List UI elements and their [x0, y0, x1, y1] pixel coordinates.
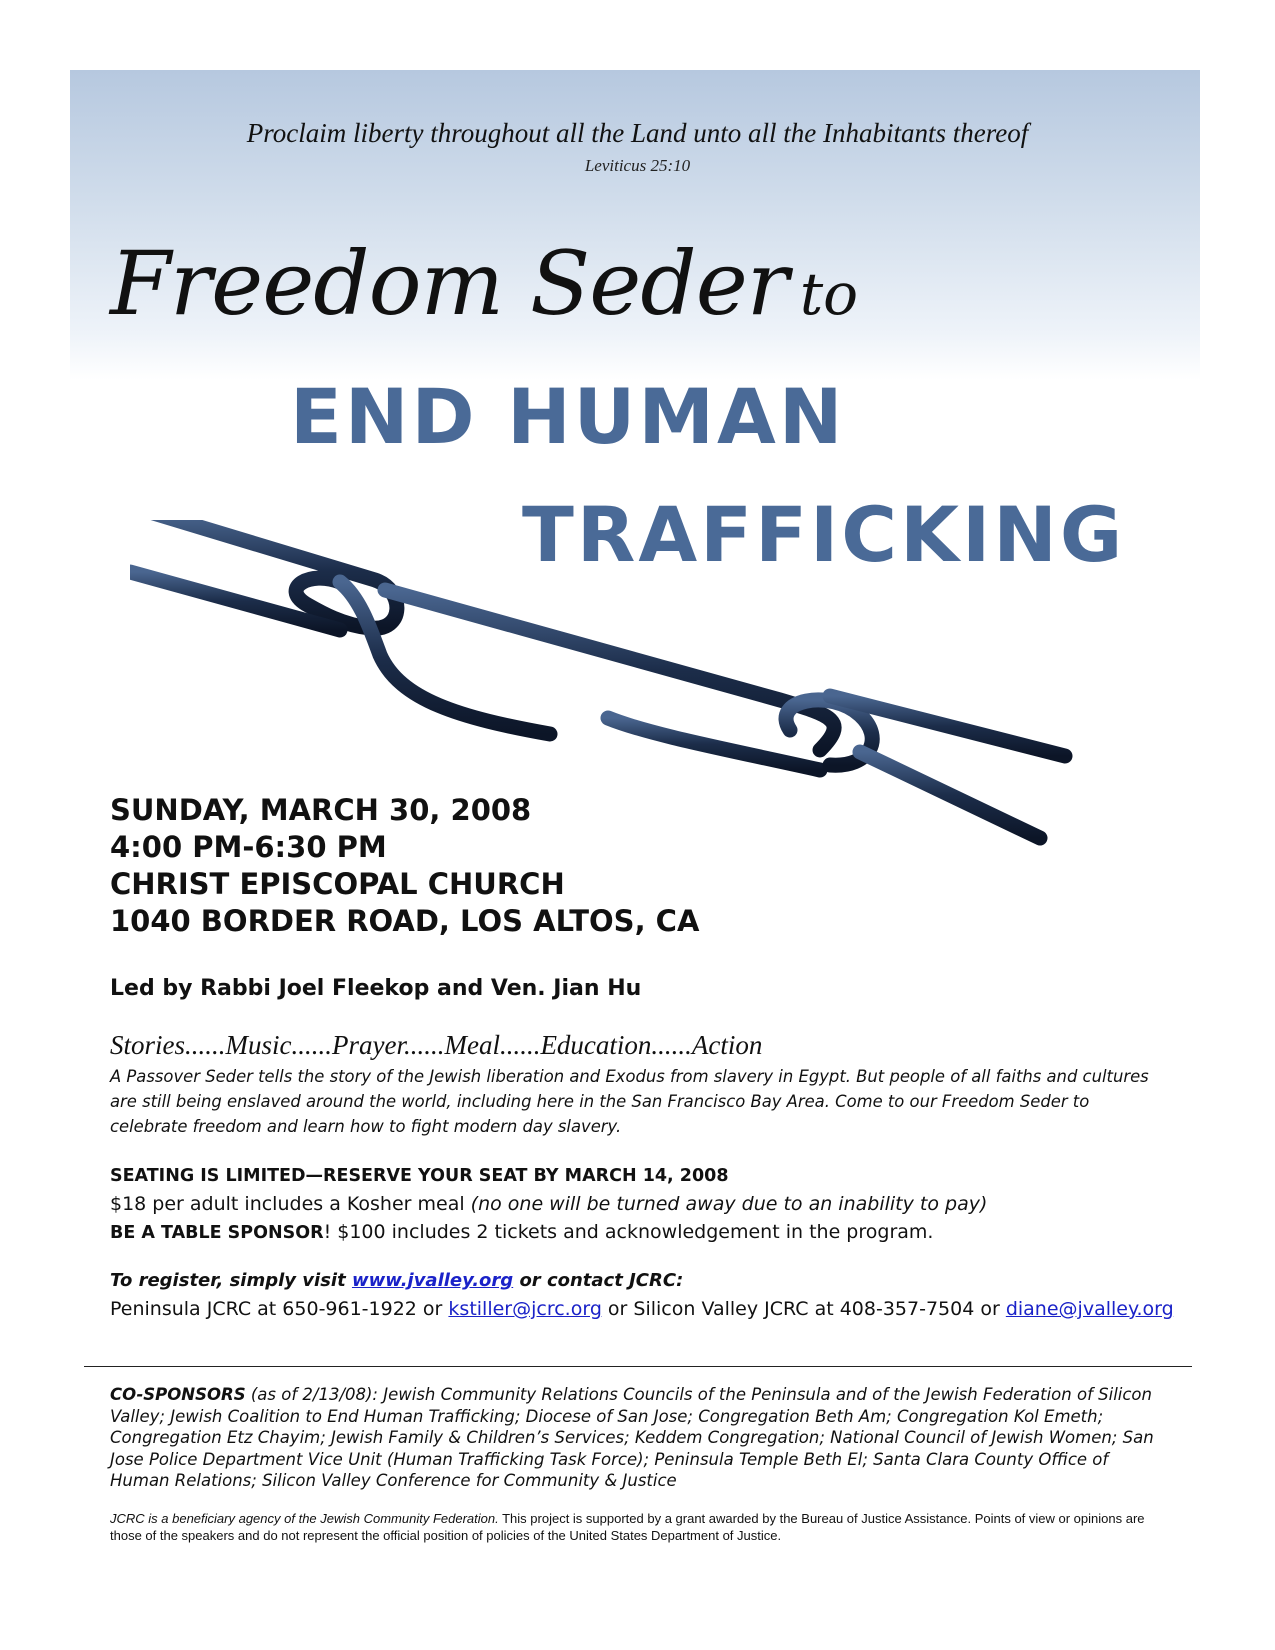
price-text: $18 per adult includes a Kosher meal — [110, 1193, 471, 1215]
price-note: (no one will be turned away due to an inability to pay) — [470, 1193, 988, 1215]
register-lead: To register, simply visit — [110, 1270, 352, 1291]
silicon-valley-contact: or Silicon Valley JCRC at 408-357-7504 or — [601, 1298, 1006, 1320]
event-address: 1040 BORDER ROAD, LOS ALTOS, CA — [110, 904, 700, 938]
title-main: Freedom Seder — [110, 232, 788, 335]
sponsor-line — [110, 1218, 1170, 1247]
price-line — [110, 1190, 1170, 1218]
section-divider — [84, 1366, 1192, 1367]
disclaimer-text: This project is supported by a grant awarded by the Bureau of Justice Assistance. Points of view or opinions are those of the speakers and do not represent the official position of policies of the United States Department of Justice. — [110, 1511, 1145, 1543]
page-title — [110, 232, 858, 335]
sponsor-text: ! $100 includes 2 tickets and acknowledgement in the program. — [323, 1221, 934, 1243]
scripture-quote: Proclaim liberty throughout all the Land unto all the Inhabitants thereof — [246, 118, 1029, 148]
cosponsors-label: CO-SPONSORS — [110, 1385, 246, 1404]
peninsula-contact: Peninsula JCRC at 650-961-1922 or — [110, 1298, 449, 1320]
seating-info — [110, 1162, 1170, 1247]
registration-info — [110, 1266, 1190, 1324]
headline-line-1: END HUMAN — [290, 372, 846, 461]
event-tagline: Stories......Music......Prayer......Meal......Education......Action — [110, 1030, 763, 1060]
register-lead-line — [110, 1266, 1190, 1295]
title-to: to — [799, 260, 859, 328]
seating-heading: SEATING IS LIMITED—RESERVE YOUR SEAT BY MARCH 14, 2008 — [110, 1166, 729, 1186]
disclaimer — [110, 1510, 1170, 1544]
website-link[interactable]: www.jvalley.org — [351, 1270, 514, 1291]
event-description: A Passover Seder tells the story of the Jewish liberation and Exodus from slavery in Egypt. But people of all faiths and cultures are still being enslaved around the world, including here in the San Francisco Bay Area. Come to our Freedom Seder to celebrate freedom and learn how to fight modern day slavery. — [110, 1067, 1149, 1136]
event-leaders: Led by Rabbi Joel Fleekop and Ven. Jian Hu — [110, 976, 642, 1001]
headline-line-2: TRAFFICKING — [522, 490, 1126, 579]
cosponsors-block — [110, 1384, 1170, 1492]
silicon-valley-email-link[interactable]: diane@jvalley.org — [1005, 1298, 1174, 1320]
peninsula-email-link[interactable]: kstiller@jcrc.org — [448, 1298, 602, 1320]
cosponsors-text: (as of 2/13/08): Jewish Community Relations Councils of the Peninsula and of the Jewish Federation of Silicon Valley; Jewish Coalition to End Human Trafficking; Diocese of San Jose; Congregation Beth Am; Congregation Kol Emeth; Congregation Etz Chayim; Jewish Family & Children’s Services; Keddem Congregation; National Council of Jewish Women; San Jose Police Department Vice Unit (Human Trafficking Task Force); Peninsula Temple Beth El; Santa Clara County Office of Human Relations; Silicon Valley Conference for Community & Justice — [110, 1385, 1154, 1490]
sponsor-label: BE A TABLE SPONSOR — [110, 1223, 324, 1243]
event-time: 4:00 PM-6:30 PM — [110, 830, 387, 864]
disclaimer-agency: JCRC is a beneficiary agency of the Jewish Community Federation. — [110, 1511, 499, 1526]
event-venue: CHRIST EPISCOPAL CHURCH — [110, 867, 565, 901]
register-lead-end: or contact JCRC: — [513, 1270, 684, 1291]
contact-line — [110, 1295, 1190, 1324]
scripture-citation: Leviticus 25:10 — [584, 156, 691, 175]
event-date: SUNDAY, MARCH 30, 2008 — [110, 793, 532, 827]
event-details — [110, 792, 699, 940]
